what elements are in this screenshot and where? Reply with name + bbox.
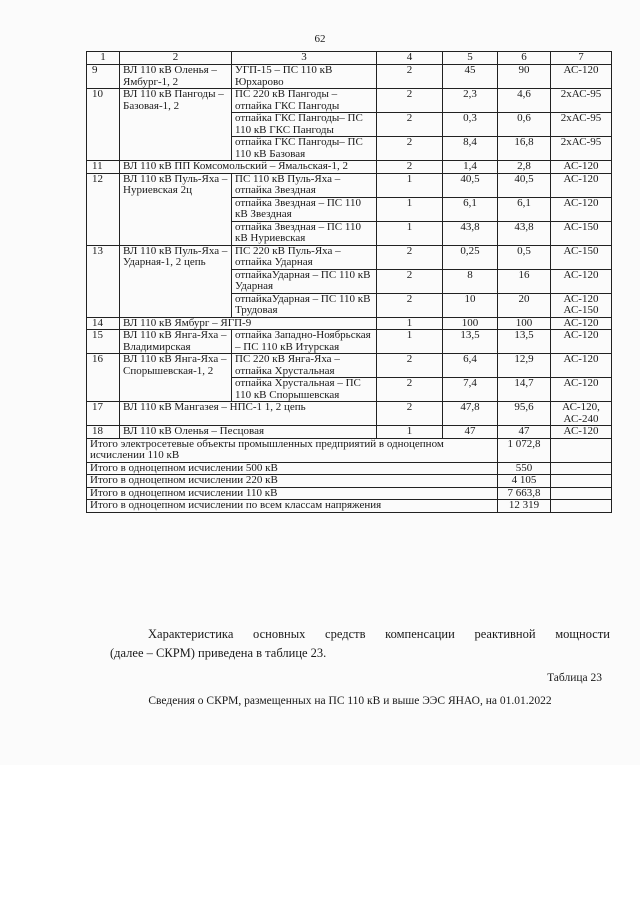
line-length: 8 — [443, 269, 498, 293]
wire-mark: АС-120 — [551, 354, 612, 378]
total-label: Итого в одноцепном исчислении по всем классам напряжения — [87, 500, 498, 513]
line-length: 43,8 — [443, 221, 498, 245]
row-number: 16 — [87, 354, 120, 402]
line-length: 47 — [443, 426, 498, 439]
line-length: 10 — [443, 293, 498, 317]
line-name: ВЛ 110 кВ Оленья – Ямбург-1, 2 — [120, 65, 232, 89]
line-length: 40,5 — [443, 173, 498, 197]
total-empty — [551, 487, 612, 500]
total-value: 12 319 — [498, 500, 551, 513]
single-circuit-length: 47 — [498, 426, 551, 439]
line-name: ВЛ 110 кВ ПП Комсомольский – Ямальская-1, 2 — [120, 161, 377, 174]
line-section: отпайкаУдарная – ПС 110 кВ Трудовая — [232, 293, 377, 317]
power-lines-table — [86, 51, 612, 513]
line-length: 6,4 — [443, 354, 498, 378]
line-name: ВЛ 110 кВ Янга-Яха – Спорышевская-1, 2 — [120, 354, 232, 402]
paragraph-line-1: Характеристика основных средств компенсации реактивной мощности — [148, 627, 610, 641]
circuit-count: 2 — [377, 293, 443, 317]
line-section: ПС 110 кВ Пуль-Яха – отпайка Звездная — [232, 173, 377, 197]
table-row — [87, 402, 612, 426]
total-empty — [551, 475, 612, 488]
total-label: Итого в одноцепном исчислении 500 кВ — [87, 462, 498, 475]
wire-mark: АС-120 — [551, 426, 612, 439]
single-circuit-length: 95,6 — [498, 402, 551, 426]
table-row — [87, 245, 612, 269]
line-name: ВЛ 110 кВ Пангоды – Базовая-1, 2 — [120, 89, 232, 161]
total-empty — [551, 462, 612, 475]
single-circuit-length: 16 — [498, 269, 551, 293]
row-number: 12 — [87, 173, 120, 245]
line-length: 1,4 — [443, 161, 498, 174]
single-circuit-length: 20 — [498, 293, 551, 317]
circuit-count: 1 — [377, 426, 443, 439]
totals-row — [87, 487, 612, 500]
row-number: 18 — [87, 426, 120, 439]
total-label: Итого в одноцепном исчислении 110 кВ — [87, 487, 498, 500]
line-section: УГП-15 – ПС 110 кВ Юрхарово — [232, 65, 377, 89]
wire-mark: АС-150 — [551, 221, 612, 245]
column-header: 5 — [443, 52, 498, 65]
body-paragraph — [110, 625, 610, 663]
totals-row — [87, 475, 612, 488]
line-name: ВЛ 110 кВ Пуль-Яха – Нуриевская 2ц — [120, 173, 232, 245]
circuit-count: 2 — [377, 65, 443, 89]
totals-row — [87, 438, 612, 462]
line-name: ВЛ 110 кВ Оленья – Песцовая — [120, 426, 377, 439]
circuit-count: 1 — [377, 197, 443, 221]
column-header: 2 — [120, 52, 232, 65]
circuit-count: 2 — [377, 378, 443, 402]
row-number: 14 — [87, 317, 120, 330]
column-header: 1 — [87, 52, 120, 65]
line-length: 100 — [443, 317, 498, 330]
wire-mark: АС-120 — [551, 197, 612, 221]
circuit-count: 2 — [377, 89, 443, 113]
line-section: отпайка ГКС Пангоды– ПС 110 кВ ГКС Пангоды — [232, 113, 377, 137]
circuit-count: 2 — [377, 113, 443, 137]
total-value: 7 663,8 — [498, 487, 551, 500]
table-row — [87, 354, 612, 378]
single-circuit-length: 14,7 — [498, 378, 551, 402]
row-number: 9 — [87, 65, 120, 89]
totals-row — [87, 500, 612, 513]
table-label: Таблица 23 — [547, 672, 602, 684]
total-value: 4 105 — [498, 475, 551, 488]
line-section: отпайка ГКС Пангоды– ПС 110 кВ Базовая — [232, 137, 377, 161]
single-circuit-length: 2,8 — [498, 161, 551, 174]
wire-mark: АС-120 — [551, 317, 612, 330]
line-section: отпайка Звездная – ПС 110 кВ Звездная — [232, 197, 377, 221]
table-caption: Сведения о СКРМ, размещенных на ПС 110 кВ и выше ЭЭС ЯНАО, на 01.01.2022 — [148, 695, 552, 707]
line-name: ВЛ 110 кВ Янга-Яха – Владимирская — [120, 330, 232, 354]
line-section: отпайка Западно-Ноябрьская – ПС 110 кВ Итурская — [232, 330, 377, 354]
wire-mark: 2хАС-95 — [551, 113, 612, 137]
line-length: 2,3 — [443, 89, 498, 113]
wire-mark: АС-120 — [551, 269, 612, 293]
single-circuit-length: 13,5 — [498, 330, 551, 354]
line-section: отпайкаУдарная – ПС 110 кВ Ударная — [232, 269, 377, 293]
single-circuit-length: 12,9 — [498, 354, 551, 378]
single-circuit-length: 6,1 — [498, 197, 551, 221]
table-row — [87, 426, 612, 439]
wire-mark: АС-120, АС-240 — [551, 402, 612, 426]
circuit-count: 2 — [377, 161, 443, 174]
circuit-count: 1 — [377, 317, 443, 330]
line-section: ПС 220 кВ Пуль-Яха – отпайка Ударная — [232, 245, 377, 269]
single-circuit-length: 40,5 — [498, 173, 551, 197]
column-header: 6 — [498, 52, 551, 65]
line-name: ВЛ 110 кВ Ямбург – ЯГП-9 — [120, 317, 377, 330]
table-row — [87, 317, 612, 330]
line-length: 45 — [443, 65, 498, 89]
circuit-count: 2 — [377, 354, 443, 378]
line-name: ВЛ 110 кВ Мангазея – НПС-1 1, 2 цепь — [120, 402, 377, 426]
total-value: 550 — [498, 462, 551, 475]
circuit-count: 2 — [377, 137, 443, 161]
table-row — [87, 89, 612, 113]
line-name: ВЛ 110 кВ Пуль-Яха – Ударная-1, 2 цепь — [120, 245, 232, 317]
line-section: отпайка Звездная – ПС 110 кВ Нуриевская — [232, 221, 377, 245]
wire-mark: АС-120 — [551, 173, 612, 197]
line-length: 0,25 — [443, 245, 498, 269]
single-circuit-length: 0,6 — [498, 113, 551, 137]
row-number: 11 — [87, 161, 120, 174]
total-label: Итого в одноцепном исчислении 220 кВ — [87, 475, 498, 488]
row-number: 15 — [87, 330, 120, 354]
table-row — [87, 65, 612, 89]
wire-mark: АС-120 — [551, 330, 612, 354]
wire-mark: АС-120 — [551, 161, 612, 174]
wire-mark: 2хАС-95 — [551, 137, 612, 161]
row-number: 17 — [87, 402, 120, 426]
circuit-count: 2 — [377, 402, 443, 426]
table-row — [87, 330, 612, 354]
single-circuit-length: 0,5 — [498, 245, 551, 269]
table-row — [87, 161, 612, 174]
table-row — [87, 173, 612, 197]
wire-mark: АС-120 АС-150 — [551, 293, 612, 317]
single-circuit-length: 16,8 — [498, 137, 551, 161]
paragraph-line-2: (далее – СКРМ) приведена в таблице 23. — [110, 646, 327, 660]
wire-mark: 2хАС-95 — [551, 89, 612, 113]
line-section: отпайка Хрустальная – ПС 110 кВ Спорышевская — [232, 378, 377, 402]
circuit-count: 1 — [377, 330, 443, 354]
total-label: Итого электросетевые объекты промышленных предприятий в одноцепном исчислении 110 кВ — [87, 438, 498, 462]
single-circuit-length: 43,8 — [498, 221, 551, 245]
wire-mark: АС-120 — [551, 65, 612, 89]
table-header-row — [87, 52, 612, 65]
totals-row — [87, 462, 612, 475]
page-number: 62 — [314, 33, 326, 45]
total-empty — [551, 500, 612, 513]
line-length: 13,5 — [443, 330, 498, 354]
total-empty — [551, 438, 612, 462]
line-length: 6,1 — [443, 197, 498, 221]
line-length: 47,8 — [443, 402, 498, 426]
total-value: 1 072,8 — [498, 438, 551, 462]
circuit-count: 1 — [377, 221, 443, 245]
line-length: 8,4 — [443, 137, 498, 161]
line-section: ПС 220 кВ Пангоды – отпайка ГКС Пангоды — [232, 89, 377, 113]
column-header: 7 — [551, 52, 612, 65]
row-number: 10 — [87, 89, 120, 161]
row-number: 13 — [87, 245, 120, 317]
circuit-count: 1 — [377, 173, 443, 197]
wire-mark: АС-150 — [551, 245, 612, 269]
single-circuit-length: 4,6 — [498, 89, 551, 113]
circuit-count: 2 — [377, 269, 443, 293]
line-length: 0,3 — [443, 113, 498, 137]
column-header: 3 — [232, 52, 377, 65]
single-circuit-length: 90 — [498, 65, 551, 89]
wire-mark: АС-120 — [551, 378, 612, 402]
line-length: 7,4 — [443, 378, 498, 402]
line-section: ПС 220 кВ Янга-Яха – отпайка Хрустальная — [232, 354, 377, 378]
column-header: 4 — [377, 52, 443, 65]
single-circuit-length: 100 — [498, 317, 551, 330]
circuit-count: 2 — [377, 245, 443, 269]
